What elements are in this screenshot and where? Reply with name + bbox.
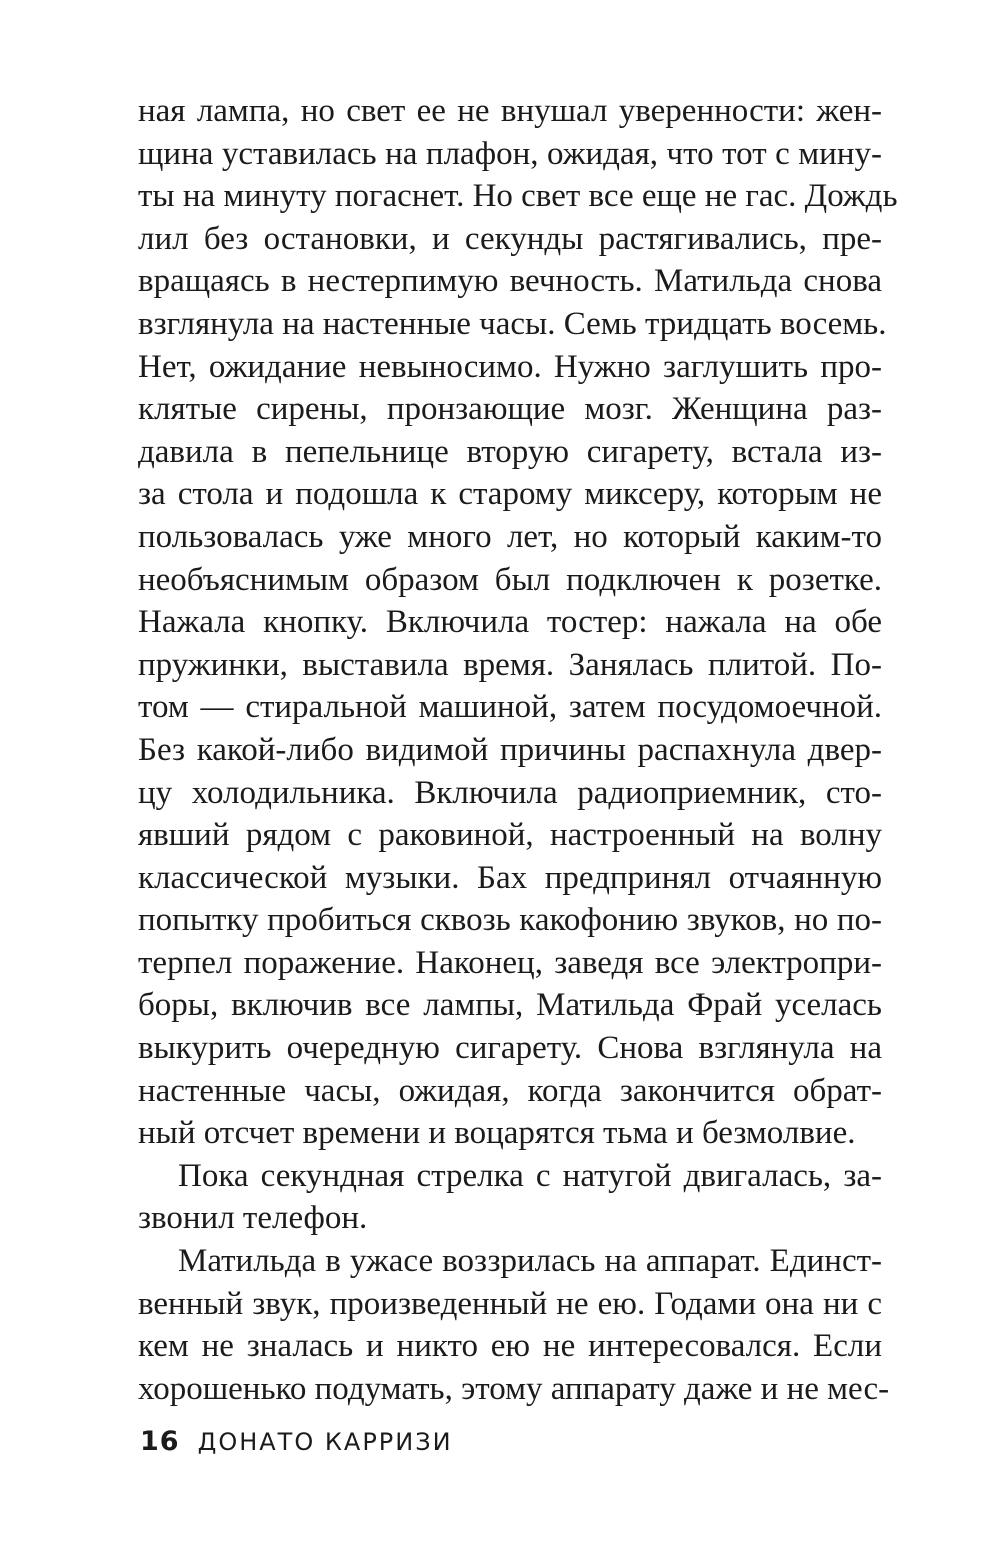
text-line: классической музыки. Бах предпринял отчаянную — [138, 859, 882, 896]
text-line: необъяснимым образом был подключен к розетке. — [138, 561, 882, 598]
text-line: щина уставилась на плафон, ожидая, что тот с мину- — [138, 135, 882, 172]
text-line: том — стиральной машиной, затем посудомоечной. — [138, 689, 882, 726]
text-line: лил без остановки, и секунды растягивались, пре- — [138, 220, 882, 257]
text-line: кем не зналась и никто ею не интересовался. Если — [138, 1328, 882, 1365]
text-line: Нажала кнопку. Включила тостер: нажала на обе — [138, 604, 882, 641]
text-line: пружинки, выставила время. Занялась плитой. По- — [138, 646, 882, 683]
text-line: ты на минуту погаснет. Но свет все еще не гас. Дождь — [138, 178, 898, 215]
text-line: за стола и подошла к старому миксеру, которым не — [138, 476, 882, 513]
text-line: взглянула на настенные часы. Семь тридцать восемь. — [138, 305, 887, 342]
text-line: терпел поражение. Наконец, заведя все электропри- — [138, 944, 882, 981]
text-line: клятые сирены, пронзающие мозг. Женщина раз- — [138, 391, 882, 428]
text-line: звонил телефон. — [138, 1200, 368, 1237]
text-line: ный отсчет времени и воцарятся тьма и безмолвие. — [138, 1115, 856, 1152]
text-line: хорошенько подумать, этому аппарату даже и не мес- — [138, 1370, 890, 1407]
page-footer — [140, 1422, 453, 1462]
text-line: цу холодильника. Включила радиоприемник, сто- — [138, 774, 882, 811]
text-line: венный звук, произведенный не ею. Годами она ни с — [138, 1285, 882, 1322]
text-line: давила в пепельнице вторую сигарету, встала из- — [138, 433, 882, 470]
text-line: ная лампа, но свет ее не внушал уверенности: жен- — [138, 93, 882, 129]
text-line: настенные часы, ожидая, когда закончится обрат- — [138, 1072, 882, 1109]
paragraph-start-line: Пока секундная стрелка с натугой двигалась, за- — [178, 1157, 882, 1194]
running-author: ДОНАТО КАРРИЗИ — [197, 1428, 453, 1456]
text-line: попытку пробиться сквозь какофонию звуков, но по- — [138, 902, 882, 939]
text-line: явший рядом с раковиной, настроенный на волну — [138, 817, 882, 854]
text-line: вращаясь в нестерпимую вечность. Матильда снова — [138, 263, 882, 300]
text-line: боры, включив все лампы, Матильда Фрай уселась — [138, 987, 882, 1024]
body-text — [138, 90, 898, 1410]
text-line: Без какой-либо видимой причины распахнула двер- — [138, 731, 882, 768]
text-line: пользовалась уже много лет, но который каким-то — [138, 518, 882, 555]
paragraph-start-line: Матильда в ужасе воззрилась на аппарат. Единст- — [178, 1243, 882, 1280]
text-line: выкурить очередную сигарету. Снова взглянула на — [138, 1030, 882, 1067]
page-number: 16 — [140, 1426, 180, 1457]
text-line: Нет, ожидание невыносимо. Нужно заглушить про- — [138, 348, 882, 385]
